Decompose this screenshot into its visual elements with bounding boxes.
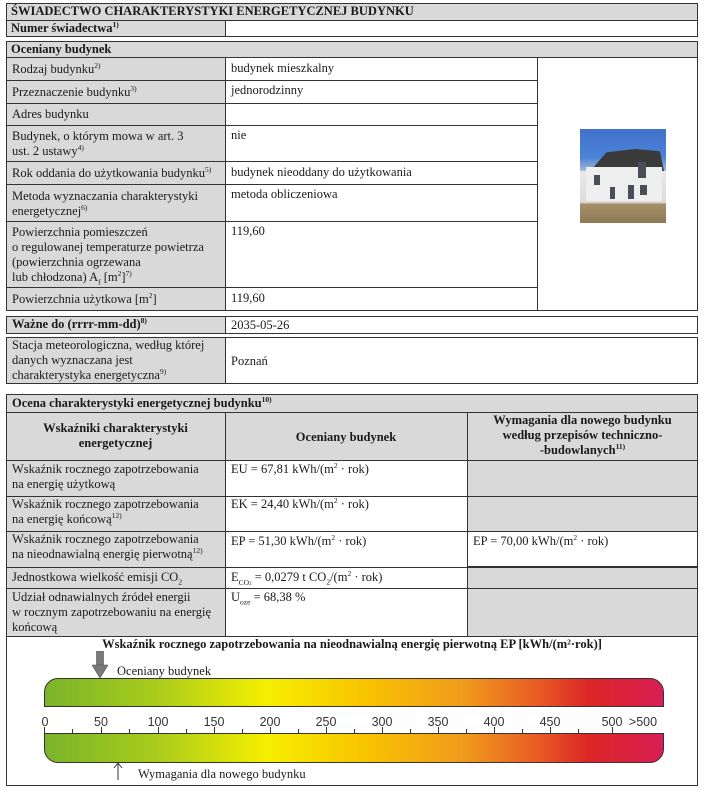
art3-building-value: nie xyxy=(231,128,247,142)
building-section-title: Oceniany budynek xyxy=(11,42,112,56)
ep-requirement-value: EP = 70,00 kWh/$(m^2 \cdot rok)$ xyxy=(473,532,609,548)
header-assessed-building: Oceniany budynek xyxy=(295,430,397,444)
ek-value: EK = 24,40 kWh/$(m^2 \cdot rok)$ xyxy=(231,495,369,511)
heated-area-value: 119,60 xyxy=(231,224,265,238)
assessment-section-title: Ocena charakterystyki energetycznej budynku$^{10)}$ xyxy=(12,394,272,410)
header-requirements: Wymagania dla nowego budynku według przepisów techniczno- -budowlanych$^{11)}$ xyxy=(493,413,672,457)
ep-label: Wskaźnik rocznego zapotrzebowania na nieodnawialną energię pierwotną$^{12)}$ xyxy=(12,532,203,561)
assessed-building-marker-label: Oceniany budynek xyxy=(117,664,212,678)
co2-value: $E_{CO2} = 0,0279$ t $CO_2/(m^2 \cdot rok)$ xyxy=(231,568,383,587)
weather-station-value: Poznań xyxy=(231,354,268,368)
weather-station-label: Stacja meteorologiczna, według której danych wyznaczana jest charakterystyka energetyczna$^{9)}$ xyxy=(12,338,205,382)
building-address-label: Adres budynku xyxy=(12,107,89,121)
valid-until-field xyxy=(225,316,698,334)
commissioning-year-label: Rok oddania do użytkowania budynku$^{5)}$ xyxy=(12,164,212,180)
requirement-marker-label: Wymagania dla nowego budynku xyxy=(138,767,306,781)
tick-300: 300 xyxy=(371,715,393,729)
weather-station-field xyxy=(225,337,698,384)
ep-value: EP = 51,30 kWh/$(m^2 \cdot rok)$ xyxy=(231,532,367,548)
certificate-number-label: Numer świadectwa$^{1)}$ xyxy=(11,19,119,35)
commissioning-year-value: budynek nieoddany do użytkowania xyxy=(231,165,412,179)
tick-450: 450 xyxy=(539,715,561,729)
tick-500: 500 xyxy=(601,715,623,729)
certificate-title: ŚWIADECTWO CHARAKTERYSTYKI ENERGETYCZNEJ BUDYNKU xyxy=(11,4,414,18)
tick-0: 0 xyxy=(41,715,49,729)
tick-150: 150 xyxy=(203,715,225,729)
eu-value: EU = 67,81 kWh/$(m^2 \cdot rok)$ xyxy=(231,460,369,476)
heated-area-label: Powierzchnia pomieszczeń o regulowanej temperaturze powietrza (powierzchnia ogrzewana lub chłodzona) $A_f$ $[m^2]^{7)}$ xyxy=(12,225,204,287)
tick-200: 200 xyxy=(259,715,281,729)
tick-250: 250 xyxy=(315,715,337,729)
method-label: Metoda wyznaczania charakterystyki energetycznej$^{6)}$ xyxy=(12,189,199,218)
method-value: metoda obliczeniowa xyxy=(231,187,338,201)
renewables-value: $U_{oze} = 68,38$ % xyxy=(231,590,306,607)
building-type-label: Rodzaj budynku$^{2)}$ xyxy=(12,60,101,76)
header-indicators: Wskaźniki charakterystyki energetycznej xyxy=(43,421,188,450)
valid-until-label: Ważne do (rrrr-mm-dd)$^{8)}$ xyxy=(12,315,147,331)
tick-400: 400 xyxy=(483,715,505,729)
co2-label: Jednostkowa wielkość emisji $CO_2$ xyxy=(12,570,183,587)
building-purpose-value: jednorodzinny xyxy=(231,83,304,97)
usable-area-label: Powierzchnia użytkowa $[m^2]$ xyxy=(12,290,157,306)
ep-scale-panel xyxy=(6,636,698,786)
art3-building-label: Budynek, o którym mowa w art. 3 ust. 2 ustawy$^{4)}$ xyxy=(12,129,184,158)
valid-until-value: 2035-05-26 xyxy=(231,318,290,332)
ep-scale-title: Wskaźnik rocznego zapotrzebowania na nieodnawialną energię pierwotną EP [kWh/(m²·rok)] xyxy=(102,637,602,651)
tick-350: 350 xyxy=(427,715,449,729)
requirement-arrow-icon xyxy=(113,762,123,780)
ek-label: Wskaźnik rocznego zapotrzebowania na energię końcową$^{12)}$ xyxy=(12,497,199,526)
assessed-building-arrow-icon xyxy=(92,651,108,679)
building-type-value: budynek mieszkalny xyxy=(231,61,335,75)
building-photo xyxy=(580,129,666,223)
ep-scale-bar-bottom xyxy=(44,733,664,763)
eu-label: Wskaźnik rocznego zapotrzebowania na energię użytkową xyxy=(12,462,199,491)
building-purpose-label: Przeznaczenie budynku$^{3)}$ xyxy=(12,83,137,99)
tick-50: 50 xyxy=(94,715,108,729)
renewables-label: Udział odnawialnych źródeł energii w rocznym zapotrzebowaniu na energię końcową xyxy=(12,590,211,634)
tick-100: 100 xyxy=(147,715,169,729)
usable-area-value: 119,60 xyxy=(231,291,265,305)
ep-scale-bar-top xyxy=(44,678,664,707)
certificate-number-field xyxy=(225,20,698,37)
tick-over-500: >500 xyxy=(628,715,658,729)
